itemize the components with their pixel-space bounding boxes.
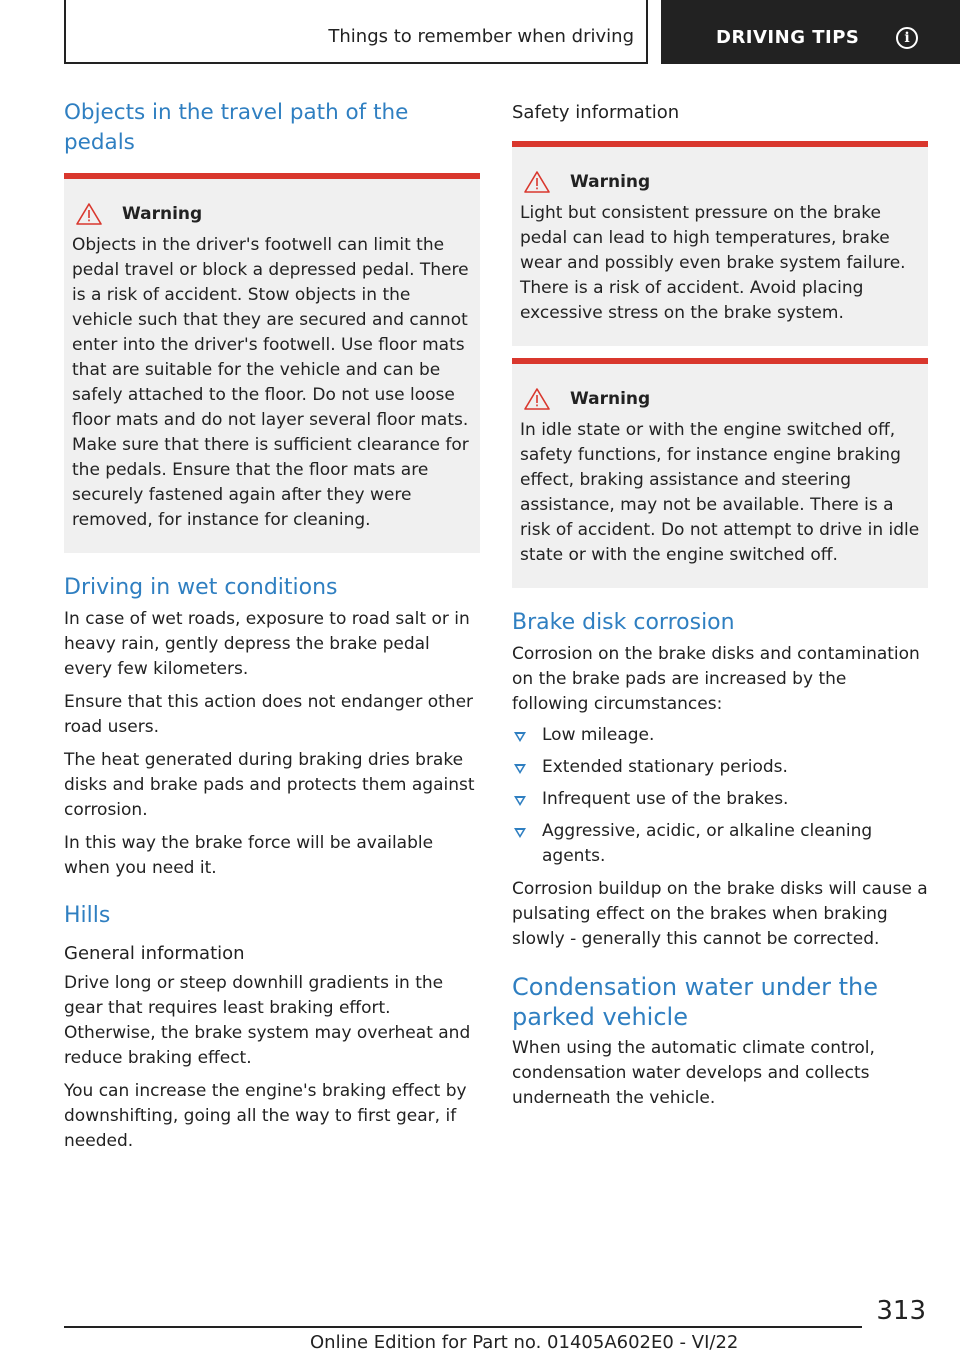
header-chapter-title: DRIVING TIPS (716, 27, 860, 48)
triangle-bullet-icon (514, 828, 526, 838)
wet-paragraph-4: In this way the brake force will be available when you need it. (64, 833, 434, 878)
warning-header (72, 201, 472, 227)
wet-conditions-heading: Driving in wet conditions (64, 575, 338, 600)
warning-triangle-icon (524, 171, 550, 193)
brake-disk-corrosion-heading: Brake disk corrosion (512, 610, 735, 635)
warning-triangle-icon (524, 388, 550, 410)
warning-text: In idle state or with the engine switched off, safety functions, for instance engine braking effect, braking assistance and steering assistance, may not be available. There is a risk of accident. Do not attempt to drive in idle state or with the engine switched off. (520, 420, 920, 565)
condensation-paragraph: When using the automatic climate control, condensation water develops and collects underneath the vehicle. (512, 1038, 875, 1108)
warning-title: Warning (122, 204, 203, 224)
hills-paragraph-2: You can increase the engine's braking effect by downshifting, going all the way to first gear, if needed. (64, 1081, 467, 1151)
list-item: Low mileage. (512, 723, 928, 748)
safety-information-subheading: Safety information (512, 102, 680, 123)
wet-paragraph-2: Ensure that this action does not endanger other road users. (64, 692, 474, 737)
warning-header (520, 169, 920, 195)
right-column (512, 98, 928, 1111)
left-column (64, 98, 480, 1154)
triangle-bullet-icon (514, 764, 526, 774)
list-item: Infrequent use of the brakes. (512, 787, 928, 812)
info-icon: i (896, 27, 918, 49)
wet-paragraph-3: The heat generated during braking dries brake disks and brake pads and protects them against corrosion. (64, 750, 475, 820)
warning-header (520, 386, 920, 412)
condensation-heading: Condensation water under the parked vehicle (512, 973, 878, 1031)
warning-box-brake-pressure (512, 141, 928, 346)
hills-paragraph-1: Drive long or steep downhill gradients in the gear that requires least braking effort. Otherwise, the brake system may overheat and reduce braking effect. (64, 973, 471, 1068)
triangle-bullet-icon (514, 796, 526, 806)
warning-text: Light but consistent pressure on the brake pedal can lead to high temperatures, brake wear and possibly even brake system failure. There is a risk of accident. Avoid placing excessive stress on the brake system. (520, 203, 906, 323)
warning-triangle-icon (76, 203, 102, 225)
header-section-box (64, 0, 648, 64)
warning-box-pedals (64, 173, 480, 553)
header-section-title: Things to remember when driving (328, 26, 634, 47)
corrosion-paragraph-2: Corrosion buildup on the brake disks will cause a pulsating effect on the brakes when braking slowly - generally this cannot be corrected. (512, 879, 928, 949)
warning-title: Warning (570, 389, 651, 409)
page-number: 313 (876, 1296, 926, 1326)
corrosion-bullet-list (512, 723, 928, 869)
triangle-bullet-icon (514, 732, 526, 742)
footer-divider (64, 1326, 862, 1328)
list-item: Aggressive, acidic, or alkaline cleaning agents. (512, 819, 928, 869)
warning-box-idle-state (512, 358, 928, 588)
warning-title: Warning (570, 172, 651, 192)
page-header (0, 0, 960, 66)
objects-heading: Objects in the travel path of the pedals (64, 100, 409, 155)
hills-heading: Hills (64, 903, 111, 928)
header-chapter-box (661, 0, 960, 64)
warning-text: Objects in the driver's footwell can limit the pedal travel or block a depressed pedal. There is a risk of accident. Stow objects in the vehicle such that they are secured and cannot enter into the driver's footwell. Use floor mats that are suitable for the vehicle and can be safely attached to the floor. Do not use loose floor mats and do not layer several floor mats. Make sure that there is sufficient clearance for the pedals. Ensure that the floor mats are securely fastened again after they were removed, for instance for cleaning. (72, 235, 469, 530)
footer-edition-text: Online Edition for Part no. 01405A602E0 - VI/22 (310, 1332, 739, 1353)
corrosion-intro: Corrosion on the brake disks and contamination on the brake pads are increased by the following circumstances: (512, 644, 920, 714)
general-information-subheading: General information (64, 943, 245, 964)
list-item: Extended stationary periods. (512, 755, 928, 780)
wet-paragraph-1: In case of wet roads, exposure to road salt or in heavy rain, gently depress the brake pedal every few kilometers. (64, 609, 470, 679)
